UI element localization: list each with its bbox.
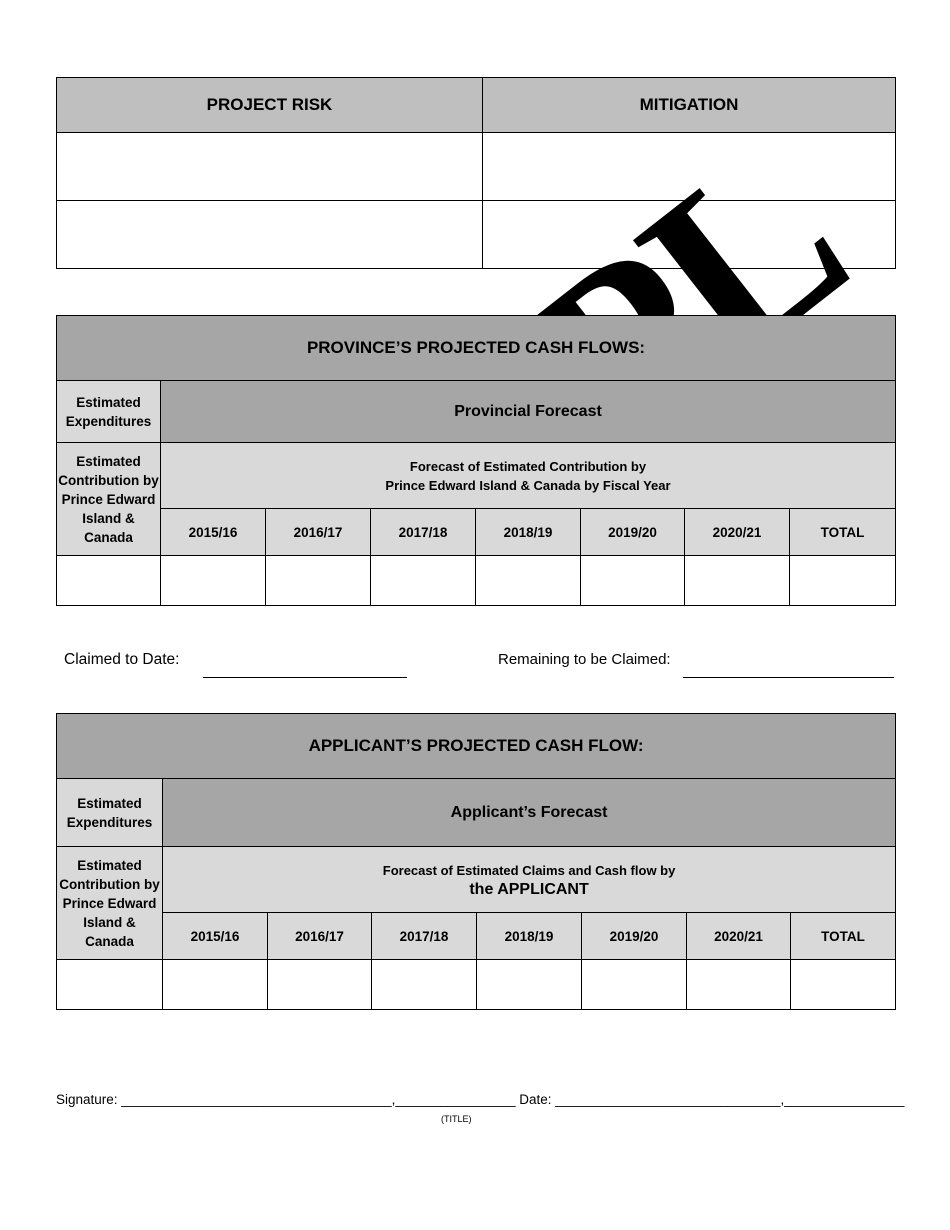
applicant-cash-flow-table: [56, 713, 896, 1010]
entry-cell[interactable]: [371, 556, 476, 606]
applicant-forecast-subheader: [163, 847, 896, 913]
provincial-forecast-header: Provincial Forecast: [161, 381, 896, 443]
mitigation-cell[interactable]: [483, 201, 896, 269]
year-header: 2019/20: [582, 913, 687, 960]
entry-cell[interactable]: [582, 960, 687, 1010]
entry-cell[interactable]: [57, 556, 161, 606]
year-header: 2018/19: [476, 509, 581, 556]
risk-cell[interactable]: [57, 133, 483, 201]
estimated-contribution-label: Estimated Contribution by Prince Edward Island & Canada: [57, 443, 161, 556]
total-header: TOTAL: [790, 509, 896, 556]
claimed-to-date-label: Claimed to Date:: [64, 651, 180, 668]
year-header: 2020/21: [687, 913, 791, 960]
total-header: TOTAL: [791, 913, 896, 960]
year-header: 2017/18: [371, 509, 476, 556]
signature-line[interactable]: Signature: ____________________________________,________________ Date: ______________________________,________________: [56, 1092, 905, 1107]
mitigation-header: MITIGATION: [483, 78, 896, 133]
entry-cell[interactable]: [791, 960, 896, 1010]
year-header: 2015/16: [163, 913, 268, 960]
year-header: 2017/18: [372, 913, 477, 960]
entry-cell[interactable]: [266, 556, 371, 606]
entry-cell[interactable]: [477, 960, 582, 1010]
project-risk-header: PROJECT RISK: [57, 78, 483, 133]
year-header: 2016/17: [266, 509, 371, 556]
entry-cell[interactable]: [790, 556, 896, 606]
province-forecast-subheader: [161, 443, 896, 509]
estimated-contribution-label: Estimated Contribution by Prince Edward Island & Canada: [57, 847, 163, 960]
year-header: 2015/16: [161, 509, 266, 556]
remaining-field[interactable]: [683, 677, 894, 678]
entry-cell[interactable]: [268, 960, 372, 1010]
year-header: 2016/17: [268, 913, 372, 960]
subheader-line-2: the APPLICANT: [469, 880, 589, 898]
estimated-expenditures-label: Estimated Expenditures: [57, 381, 161, 443]
risk-cell[interactable]: [57, 201, 483, 269]
year-header: 2018/19: [477, 913, 582, 960]
subheader-line-1: Forecast of Estimated Contribution by: [409, 458, 647, 474]
entry-cell[interactable]: [581, 556, 685, 606]
claimed-to-date-field[interactable]: [203, 677, 407, 678]
entry-cell[interactable]: [685, 556, 790, 606]
entry-cell[interactable]: [476, 556, 581, 606]
title-note: (TITLE): [441, 1114, 472, 1124]
year-header: 2019/20: [581, 509, 685, 556]
province-cash-flow-table: [56, 315, 896, 606]
entry-cell[interactable]: [372, 960, 477, 1010]
subheader-line-1: Forecast of Estimated Claims and Cash flow by: [382, 862, 676, 878]
subheader-line-2: Prince Edward Island & Canada by Fiscal Year: [385, 477, 671, 493]
entry-cell[interactable]: [687, 960, 791, 1010]
applicant-forecast-header: Applicant’s Forecast: [163, 779, 896, 847]
entry-cell[interactable]: [163, 960, 268, 1010]
mitigation-cell[interactable]: [483, 133, 896, 201]
entry-cell[interactable]: [161, 556, 266, 606]
estimated-expenditures-label: Estimated Expenditures: [57, 779, 163, 847]
province-title: PROVINCE’S PROJECTED CASH FLOWS:: [57, 316, 896, 381]
entry-cell[interactable]: [57, 960, 163, 1010]
year-header: 2020/21: [685, 509, 790, 556]
applicant-title: APPLICANT’S PROJECTED CASH FLOW:: [57, 714, 896, 779]
remaining-label: Remaining to be Claimed:: [498, 651, 671, 668]
project-risk-table: [56, 77, 896, 269]
